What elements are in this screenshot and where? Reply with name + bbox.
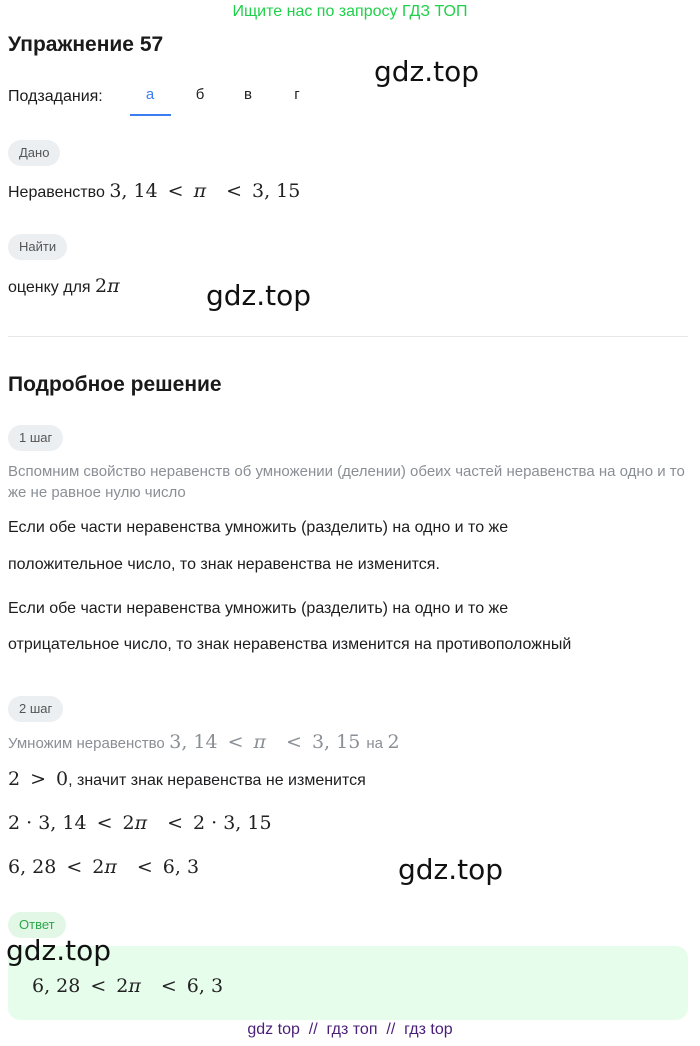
given-inequality: 3, 14 < π < 3, 15 xyxy=(109,180,301,202)
given-statement xyxy=(8,180,300,202)
find-expression: 2π xyxy=(95,275,120,297)
find-text: оценку для xyxy=(8,279,91,296)
find-badge: Найти xyxy=(8,234,67,260)
watermark: gdz.top xyxy=(398,853,504,886)
tab-a[interactable]: а xyxy=(145,86,155,103)
step2-hint-inequality: 3, 14 < π < 3, 15 xyxy=(169,731,361,753)
footer-links: gdz top // гдз топ // гдз top xyxy=(247,1021,453,1038)
exercise-title: Упражнение 57 xyxy=(8,33,164,56)
given-badge: Дано xyxy=(8,140,60,166)
step2-line2: 2 · 3, 14 < 2π < 2 · 3, 15 xyxy=(8,812,272,834)
step2-badge: 2 шаг xyxy=(8,696,63,722)
section-divider xyxy=(8,336,688,337)
search-banner: Ищите нас по запросу ГДЗ ТОП xyxy=(232,3,468,20)
active-tab-indicator xyxy=(130,114,171,116)
watermark: gdz.top xyxy=(206,279,312,312)
watermark: gdz.top xyxy=(374,55,480,88)
rule2-line2: отрицательное число, то знак неравенства изменится на противоположный xyxy=(8,636,572,653)
step2-hint: Умножим неравенство 3, 14 < π < 3, 15 на 2 xyxy=(8,731,400,753)
step1-badge: 1 шаг xyxy=(8,425,63,451)
answer-badge: Ответ xyxy=(8,912,66,938)
tab-v[interactable]: в xyxy=(244,86,252,103)
step1-hint: Вспомним свойство неравенств об умножении (делении) обеих частей неравенства на одно и то же не равное нулю число xyxy=(8,463,685,501)
rule1-line2: положительное число, то знак неравенства не изменится. xyxy=(8,556,440,573)
tab-g[interactable]: г xyxy=(294,86,300,103)
solution-title: Подробное решение xyxy=(8,373,222,396)
rule1-line1: Если обе части неравенства умножить (разделить) на одно и то же xyxy=(8,519,509,536)
step2-line3: 6, 28 < 2π < 6, 3 xyxy=(8,856,200,878)
step2-line1: 2 > 0, значит знак неравенства не изменится xyxy=(8,768,366,790)
answer-expression: 6, 28 < 2π < 6, 3 xyxy=(32,975,224,997)
subtasks-label: Подзадания: xyxy=(8,88,103,105)
watermark: gdz.top xyxy=(6,934,112,967)
tab-b[interactable]: б xyxy=(195,86,205,103)
given-prefix: Неравенство xyxy=(8,184,105,201)
rule2-line1: Если обе части неравенства умножить (разделить) на одно и то же xyxy=(8,600,509,617)
find-statement xyxy=(8,275,120,297)
